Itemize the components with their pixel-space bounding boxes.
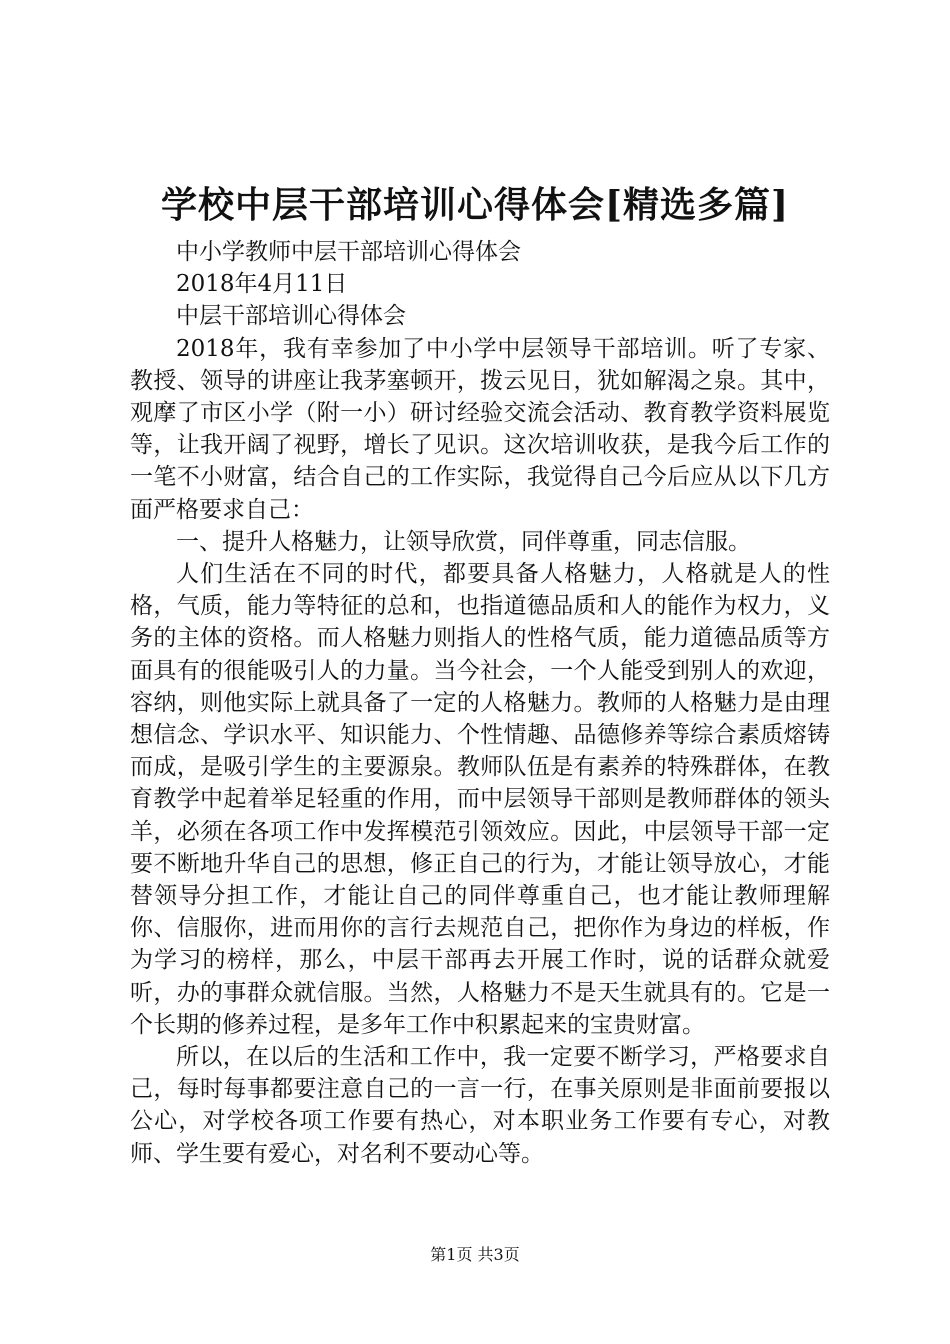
paragraph-section-heading: 中层干部培训心得体会 xyxy=(176,303,406,330)
document-body xyxy=(130,236,830,1170)
paragraph-conclusion: 所以，在以后的生活和工作中，我一定要不断学习，严格要求自己，每时每事都要注意自己的一言一行，在事关原则是非面前要报以公心，对学校各项工作要有热心，对本职业务工作要有专心，对教师、学生要有爱心，对名利不要动心等。 xyxy=(130,1044,830,1167)
paragraph-intro: 2018年，我有幸参加了中小学中层领导干部培训。听了专家、教授、领导的讲座让我茅塞顿开，拨云见日，犹如解渴之泉。其中，观摩了市区小学（附一小）研讨经验交流会活动、教育教学资料展览等，让我开阔了视野，增长了见识。这次培训收获，是我今后工作的一笔不小财富，结合自己的工作实际，我觉得自己今后应从以下几方面严格要求自己： xyxy=(130,335,830,523)
page-number: 第1页 共3页 xyxy=(430,1245,520,1264)
paragraph-date: 2018年4月11日 xyxy=(176,271,348,298)
document-title: 学校中层干部培训心得体会[精选多篇] xyxy=(160,184,790,226)
paragraph-personality: 人们生活在不同的时代，都要具备人格魅力，人格就是人的性格，气质，能力等特征的总和，也指道德品质和人的能作为权力，义务的主体的资格。而人格魅力则指人的性格气质，能力道德品质等方面具有的很能吸引人的力量。当今社会，一个人能受到别人的欢迎，容纳，则他实际上就具备了一定的人格魅力。教师的人格魅力是由理想信念、学识水平、知识能力、个性情趣、品德修养等综合素质熔铸而成，是吸引学生的主要源泉。教师队伍是有素养的特殊群体，在教育教学中起着举足轻重的作用，而中层领导干部则是教师群体的领头羊，必须在各项工作中发挥模范引领效应。因此，中层领导干部一定要不断地升华自己的思想，修正自己的行为，才能让领导放心，才能替领导分担工作，才能让自己的同伴尊重自己，也才能让教师理解你、信服你，进而用你的言行去规范自己，把你作为身边的样板，作为学习的榜样，那么，中层干部再去开展工作时，说的话群众就爱听，办的事群众就信服。当然，人格魅力不是天生就具有的。它是一个长期的修养过程，是多年工作中积累起来的宝贵财富。 xyxy=(130,561,830,1038)
paragraph-subtitle: 中小学教师中层干部培训心得体会 xyxy=(176,239,521,265)
paragraph-point-one: 一、提升人格魅力，让领导欣赏，同伴尊重，同志信服。 xyxy=(176,528,751,555)
